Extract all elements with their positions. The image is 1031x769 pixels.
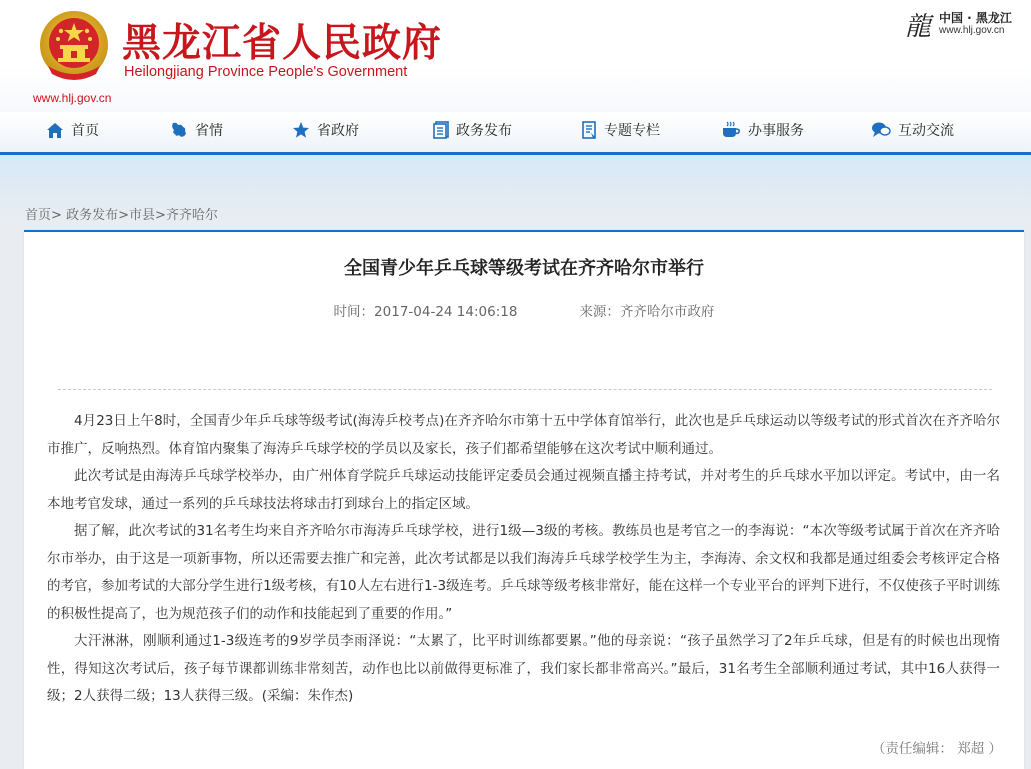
cup-icon — [721, 121, 741, 139]
star-icon — [292, 121, 310, 139]
breadcrumb — [25, 204, 218, 223]
breadcrumb-qiqihar[interactable]: 齐齐哈尔 — [165, 208, 218, 223]
chat-icon — [871, 121, 891, 139]
china-logo-text: 中国 · 黑龙江 — [939, 11, 1012, 25]
national-emblem-icon — [38, 10, 110, 84]
nav-item-label: 专题专栏 — [604, 123, 660, 139]
article-meta — [24, 300, 1024, 320]
map-icon — [170, 121, 188, 139]
site-title-english: Heilongjiang Province People's Government — [124, 64, 408, 80]
article-body — [47, 408, 1000, 711]
article-source: 齐齐哈尔市政府 — [619, 304, 715, 320]
nav-item-label: 省情 — [195, 123, 223, 139]
main-nav — [0, 112, 1031, 155]
publish-time: 2017-04-24 14:06:18 — [374, 304, 518, 320]
nav-item-label: 政务发布 — [456, 123, 512, 139]
site-url[interactable]: www.hlj.gov.cn — [33, 91, 112, 105]
nav-item-gov-affairs[interactable] — [433, 112, 512, 148]
article-paragraph: 大汗淋淋，刚顺利通过1-3级连考的9岁学员李雨泽说：“太累了，比平时训练都要累。”他的母亲说：“孩子虽然学习了2年乒乓球，但是有的时候也出现惰性，得知这次考试后，孩子每节课都训练非常刻苦，动作也比以前做得更标准了，我们家长都非常高兴。”最后，31名考生全部顺利通过考试，其中16人获得一级；2人获得二级；13人获得三级。(采编：朱作杰) — [47, 633, 1000, 704]
article-panel — [24, 230, 1024, 769]
document-icon — [433, 121, 449, 139]
site-header — [0, 0, 1031, 112]
nav-item-home[interactable] — [46, 112, 99, 148]
breadcrumb-separator: > — [118, 208, 129, 223]
nav-item-label: 互动交流 — [898, 123, 954, 139]
breadcrumb-separator: > — [51, 208, 62, 223]
responsible-editor: （责任编辑： 郑超 ） — [871, 741, 1002, 757]
site-title[interactable]: 黑龙江省人民政府 — [122, 21, 443, 66]
nav-item-label: 办事服务 — [748, 123, 804, 139]
breadcrumb-cities[interactable]: 市县 — [128, 208, 155, 223]
nav-item-province[interactable] — [170, 112, 223, 148]
breadcrumb-home[interactable]: 首页 — [25, 208, 52, 223]
article-paragraph: 4月23日上午8时，全国青少年乒乓球等级考试(海涛乒校考点)在齐齐哈尔市第十五中学体育馆举行，此次也是乒乓球运动以等级考试的形式首次在齐齐哈尔市推广，反响热烈。体育馆内聚集了海涛乒乓球学校的学员以及家长，孩子们都希望能够在这次考试中顺利通过。 — [47, 413, 1000, 457]
source-label: 来源： — [579, 304, 620, 320]
divider — [58, 389, 992, 390]
time-label: 时间： — [333, 304, 375, 320]
nav-item-special-topics[interactable] — [581, 112, 660, 148]
notebook-icon — [581, 121, 597, 139]
nav-item-interaction[interactable] — [871, 112, 954, 148]
home-icon — [46, 122, 64, 139]
nav-item-label: 省政府 — [317, 123, 359, 139]
dragon-glyph-icon: 龍 — [905, 12, 932, 42]
breadcrumb-gov-affairs[interactable]: 政务发布 — [66, 208, 119, 223]
article-title: 全国青少年乒乓球等级考试在齐齐哈尔市举行 — [344, 258, 704, 279]
china-heilongjiang-logo[interactable] — [905, 6, 1025, 40]
china-logo-url: www.hlj.gov.cn — [939, 25, 1005, 36]
nav-item-services[interactable] — [721, 112, 804, 148]
article-paragraph: 此次考试是由海涛乒乓球学校举办，由广州体育学院乒乓球运动技能评定委员会通过视频直播主持考试，并对考生的乒乓球水平加以评定。考试中，由一名本地考官发球，通过一系列的乒乓球技法将球击打到球台上的指定区域。 — [47, 468, 1000, 512]
breadcrumb-separator: > — [155, 208, 166, 223]
nav-item-label: 首页 — [71, 123, 99, 139]
nav-item-government[interactable] — [292, 112, 359, 148]
article-paragraph: 据了解，此次考试的31名考生均来自齐齐哈尔市海涛乒乓球学校，进行1级—3级的考核。教练员也是考官之一的李海说：“本次等级考试属于首次在齐齐哈尔市举办，由于这是一项新事物，所以还需要去推广和完善，此次考试都是以我们海涛乒乓球学校学生为主，李海涛、余文权和我都是通过组委会考核评定合格的考官，参加考试的大部分学生进行1级考核，有10人左右进行1-3级连考。乒乓球等级考核非常好，能在这样一个专业平台的评判下进行，不仅使孩子平时训练的积极性提高了，也为规范孩子们的动作和技能起到了重要的作用。” — [47, 523, 1000, 622]
